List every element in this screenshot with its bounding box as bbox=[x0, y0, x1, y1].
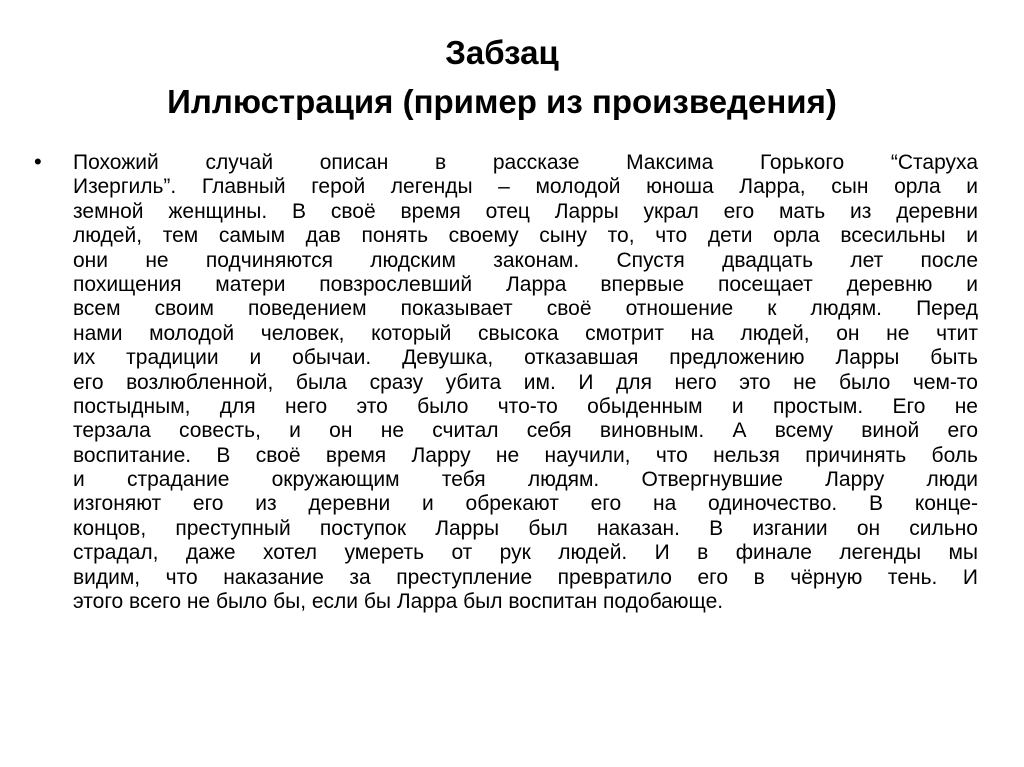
paragraph-line: Изергиль”. Главный герой легенды – молодой юноша Ларра, сын орла и bbox=[73, 175, 978, 199]
slide-title-line-2: Иллюстрация (пример из произведения) bbox=[167, 83, 837, 120]
paragraph-line: видим, что наказание за преступление превратило его в чёрную тень. И bbox=[73, 565, 978, 589]
paragraph-line: постыдным, для него это было что-то обыденным и простым. Его не bbox=[73, 394, 978, 418]
paragraph-line: концов, преступный поступок Ларры был наказан. В изгании он сильно bbox=[73, 516, 978, 540]
paragraph-line: их традиции и обычаи. Девушка, отказавшая предложению Ларры быть bbox=[73, 346, 978, 370]
slide-title bbox=[0, 28, 1004, 126]
paragraph-line: этого всего не было бы, если бы Ларра был воспитан подобающе. bbox=[73, 590, 724, 614]
paragraph-line: воспитание. В своё время Ларру не научили, что нельзя причинять боль bbox=[73, 443, 978, 467]
paragraph-line: нами молодой человек, который свысока смотрит на людей, он не чтит bbox=[73, 321, 978, 345]
paragraph-line: Похожий случай описан в рассказе Максима Горького “Старуха bbox=[73, 151, 978, 174]
paragraph-line: земной женщины. В своё время отец Ларры украл его мать из деревни bbox=[73, 199, 978, 223]
slide-title-line-1: Забзац bbox=[445, 34, 559, 71]
paragraph-line: всем своим поведением показывает своё отношение к людям. Перед bbox=[73, 297, 978, 321]
paragraph-line: терзала совесть, и он не считал себя виновным. А всему виной его bbox=[73, 419, 978, 443]
paragraph-line: и страдание окружающим тебя людям. Отвергнувшие Ларру люди bbox=[73, 468, 978, 492]
paragraph-line: они не подчиняются людским законам. Спустя двадцать лет после bbox=[73, 248, 978, 272]
paragraph-line: людей, тем самым дав понять своему сыну то, что дети орла всесильны и bbox=[73, 224, 978, 248]
paragraph-line: изгоняют его из деревни и обрекают его на одиночество. В конце- bbox=[73, 492, 978, 516]
paragraph-line: его возлюбленной, была сразу убита им. И для него это не было чем-то bbox=[73, 370, 978, 394]
bullet-icon: • bbox=[34, 149, 42, 174]
paragraph bbox=[73, 151, 978, 614]
paragraph-line: страдал, даже хотел умереть от рук людей. И в финале легенды мы bbox=[73, 541, 978, 565]
paragraph-line: похищения матери повзрослевший Ларра впервые посещает деревню и bbox=[73, 272, 978, 296]
